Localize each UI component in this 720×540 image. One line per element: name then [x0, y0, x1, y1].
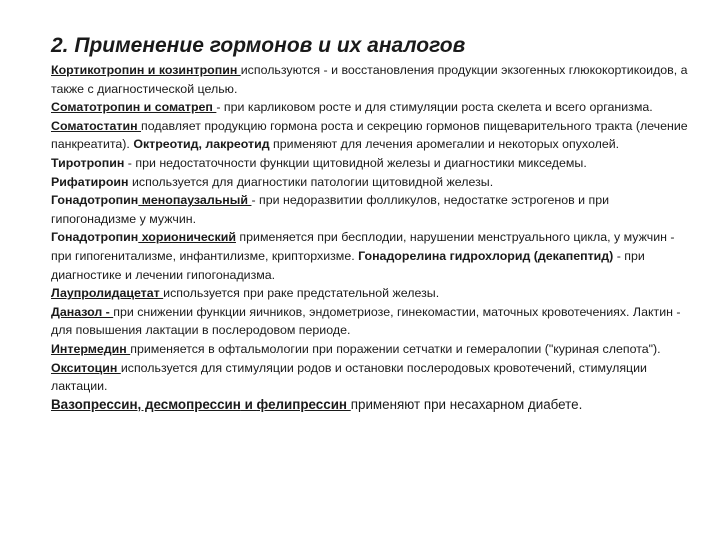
- text-octreotide: применяют для лечения аромегалии и некоторых опухолей.: [269, 137, 620, 152]
- text-gonadorelin: - при диагностике и лечении гипогонадизма.: [51, 248, 645, 282]
- term-danazol: Даназол -: [51, 304, 114, 319]
- term-gonadotropin-menopausal: Гонадотропин: [51, 193, 139, 208]
- slide-body: [51, 61, 691, 414]
- term-rifathyroin: Рифатироин: [51, 174, 129, 189]
- paragraph-rifathyroin: [51, 173, 691, 192]
- text-intermedin: применяется в офтальмологии при поражении сетчатки и гемералопии ("куриная слепота").: [130, 341, 661, 356]
- term-corticotropin: Кортикотропин и козинтропин: [51, 63, 241, 77]
- text-somatostatin: подавляет продукцию гормона роста и секрецию гормонов пищеварительного тракта (лечение панкреатита).: [51, 118, 688, 152]
- paragraph-intermedin: [51, 340, 691, 359]
- text-somatotropin: - при карликовом росте и для стимуляции роста скелета и всего организма.: [216, 100, 653, 115]
- term-chorionic: хорионический: [138, 230, 236, 245]
- text-gonadotropin-menopausal: - при недоразвитии фолликулов, недостатке эстрогенов и при гипогонадизме у мужчин.: [51, 193, 610, 226]
- paragraph-oxytocin: [51, 359, 691, 396]
- text-gonadotropin-chorionic: применяется при бесплодии, нарушении менструального цикла, у мужчин - при гипогенитализме, инфантилизме, крипторхизме.: [51, 230, 675, 263]
- slide-title: 2. Применение гормонов и их аналогов: [51, 34, 466, 57]
- text-thyrotropin: - при недостаточности функции щитовидной железы и диагностики микседемы.: [124, 155, 587, 170]
- paragraph-vasopressin: [51, 396, 691, 415]
- text-rifathyroin: используется для диагностики патологии щитовидной железы.: [128, 174, 494, 189]
- term-intermedin: Интермедин: [51, 341, 131, 356]
- term-somatostatin: Соматостатин: [51, 118, 142, 133]
- term-vasopressin: Вазопрессин, десмопрессин: [51, 396, 241, 412]
- term-felypressin: фелипрессин: [256, 396, 351, 412]
- text-corticotropin: используются - и восстановления продукции экзогенных глюкокортикоидов, а также с диагностической целью.: [51, 63, 688, 96]
- text-leuprolide: используется при раке предстательной железы.: [163, 286, 440, 301]
- paragraph-thyrotropin: [51, 154, 691, 173]
- paragraph-corticotropin: [51, 61, 691, 98]
- term-gonadotropin-chorionic: Гонадотропин: [51, 230, 139, 245]
- term-somatotropin: Соматотропин и соматреп: [51, 100, 217, 115]
- term-leuprolide: Лаупролидацетат: [51, 286, 164, 301]
- text-oxytocin: используется для стимуляции родов и остановки послеродовых кровотечений, стимуляции лактации.: [51, 360, 647, 394]
- paragraph-somatotropin: [51, 98, 691, 117]
- term-thyrotropin: Тиротропин: [51, 155, 125, 170]
- term-oxytocin: Окситоцин: [51, 360, 121, 375]
- paragraph-gonadotropin-menopausal: [51, 191, 691, 228]
- term-gonadorelin: Гонадорелина гидрохлорид (декапептид): [358, 248, 614, 263]
- paragraph-gonadotropin-chorionic: [51, 228, 691, 284]
- paragraph-danazol: [51, 303, 691, 340]
- text-vasopressin: применяют при несахарном диабете.: [350, 396, 583, 412]
- paragraph-somatostatin: [51, 117, 691, 154]
- paragraph-leuprolide: [51, 284, 691, 303]
- term-octreotide: Октреотид, лакреотид: [133, 137, 270, 152]
- term-menopausal: менопаузальный: [138, 193, 252, 208]
- term-and: и: [240, 396, 257, 412]
- text-danazol: при снижении функции яичников, эндометриозе, гинекомастии, маточных кровотечениях. Лактин - для повышения лактации в послеродовом периоде.: [51, 304, 681, 338]
